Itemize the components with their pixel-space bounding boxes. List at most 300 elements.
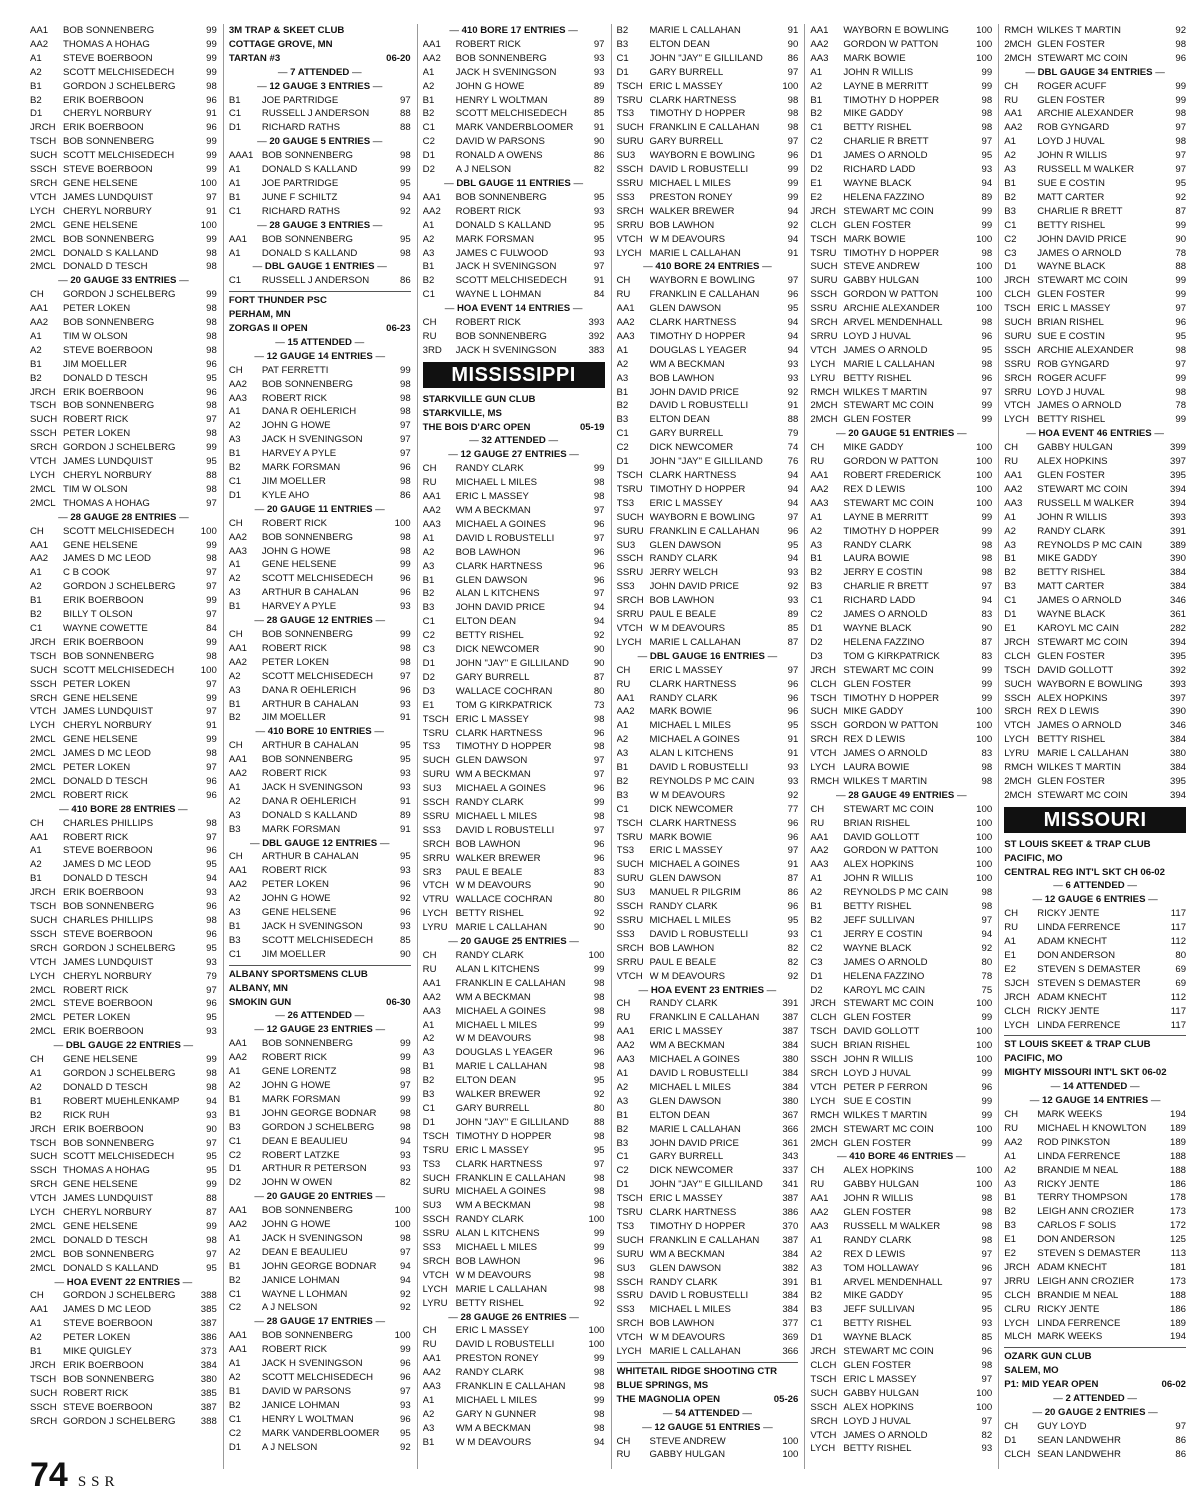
- score: 98: [593, 741, 605, 753]
- publication-name: SSR: [77, 1474, 120, 1490]
- shooter-name: JACK H SVENINGSON: [261, 1358, 363, 1370]
- result-row: [617, 455, 799, 469]
- shooter-name: STEVE BOERBOON: [63, 164, 153, 176]
- club-line: PACIFIC, MO: [1004, 1053, 1063, 1065]
- result-row: [1004, 80, 1186, 94]
- class-code: JRCH: [810, 205, 836, 217]
- class-code: LYCH: [1004, 414, 1030, 426]
- shooter-name: JOHN G HOWE: [455, 80, 525, 92]
- shooter-name: STEVEN S DEMASTER: [1037, 963, 1141, 975]
- event-heading: — 12 GAUGE 3 ENTRIES —: [229, 80, 411, 94]
- result-row: [30, 386, 217, 400]
- score: 172: [1170, 1220, 1187, 1232]
- shooter-name: LEIGH ANN CROZIER: [1037, 1206, 1135, 1218]
- result-row: [229, 1037, 411, 1051]
- score: 384: [782, 1248, 799, 1260]
- score: 99: [206, 442, 217, 454]
- shooter-name: RANDY CLARK: [649, 1276, 718, 1288]
- shooter-name: WAYNE BLACK: [1037, 261, 1106, 273]
- score: 99: [206, 66, 217, 78]
- result-row: [810, 455, 992, 469]
- class-code: SRRU: [616, 609, 644, 621]
- class-code: SSRU: [616, 1290, 644, 1302]
- score: 99: [399, 1052, 411, 1064]
- shooter-name: BOB SONNENBERG: [261, 1330, 353, 1342]
- class-code: B2: [30, 94, 42, 106]
- class-code: B1: [228, 698, 241, 710]
- score: 194: [1170, 1331, 1187, 1343]
- score: 96: [981, 1262, 993, 1274]
- shooter-name: STEWART MC COIN: [1037, 636, 1128, 648]
- class-code: B2: [810, 567, 823, 579]
- shooter-name: BRIAN RISHEL: [1037, 317, 1104, 329]
- shoot-date: 06-30: [386, 996, 411, 1008]
- result-row: [617, 511, 799, 525]
- shooter-name: LINDA FERRENCE: [1037, 1019, 1121, 1031]
- result-row: [229, 1107, 411, 1121]
- class-code: A1: [1004, 1150, 1016, 1162]
- result-row: [423, 1116, 605, 1130]
- result-row: [810, 1303, 992, 1317]
- shooter-name: ERIK BOERBOON: [63, 636, 144, 648]
- class-code: AAA1: [228, 150, 254, 162]
- class-code: 2MCL: [30, 1220, 56, 1232]
- score: 98: [1175, 136, 1187, 148]
- score: 99: [206, 1179, 217, 1191]
- shooter-name: REX D LEWIS: [843, 483, 906, 495]
- score: 99: [1175, 414, 1187, 426]
- shooter-name: BOB SONNENBERG: [63, 136, 155, 148]
- class-code: C1: [228, 948, 242, 960]
- shooter-name: BOB SONNENBERG: [261, 378, 353, 390]
- result-row: [229, 767, 411, 781]
- class-code: AA2: [810, 1207, 829, 1219]
- class-code: A1: [616, 1067, 629, 1079]
- class-code: AA3: [228, 392, 247, 404]
- result-row: [810, 233, 992, 247]
- shooter-name: BETTY RISHEL: [1037, 219, 1106, 231]
- score: 393: [1170, 678, 1187, 690]
- class-code: C2: [228, 1302, 242, 1314]
- score: 96: [1175, 52, 1187, 64]
- score: 91: [787, 247, 799, 259]
- score: 96: [206, 775, 217, 787]
- score: 100: [588, 950, 605, 961]
- class-code: B1: [228, 448, 241, 460]
- club-line: WHITETAIL RIDGE SHOOTING CTR: [617, 1362, 799, 1379]
- score: 100: [976, 25, 993, 36]
- result-row: [810, 719, 992, 733]
- shooter-name: JAMES D MC LEOD: [63, 553, 151, 565]
- class-code: VTCH: [810, 748, 837, 760]
- class-code: AA2: [422, 505, 441, 516]
- result-row: [229, 1204, 411, 1218]
- class-code: LYCH: [810, 1095, 836, 1107]
- score: 95: [593, 219, 605, 231]
- shooter-name: LAYNE B MERRITT: [843, 511, 929, 523]
- score: 99: [206, 539, 217, 551]
- shooter-name: JERRY E COSTIN: [843, 567, 923, 579]
- class-code: B1: [228, 94, 241, 106]
- class-code: JRCH: [30, 386, 56, 398]
- class-code: AA3: [422, 1005, 441, 1017]
- result-row: [617, 1025, 799, 1039]
- result-row: [30, 413, 217, 427]
- score: 94: [399, 191, 411, 203]
- score: 117: [1170, 908, 1187, 920]
- score: 97: [399, 670, 411, 682]
- class-code: SSRU: [616, 177, 644, 189]
- result-row: [229, 177, 411, 191]
- score: 80: [981, 956, 993, 968]
- shooter-name: JOHN G HOWE: [261, 1079, 331, 1091]
- class-code: A1: [228, 1358, 241, 1370]
- score: 91: [206, 720, 217, 732]
- shooter-name: GORDON W PATTON: [843, 38, 939, 50]
- class-code: B3: [228, 934, 241, 946]
- class-code: AA1: [228, 865, 247, 877]
- result-row: [1004, 441, 1186, 455]
- shooter-name: LOYD J HUVAL: [843, 1067, 911, 1079]
- shooter-name: SCOTT MELCHISEDECH: [455, 108, 567, 120]
- result-row: [1004, 636, 1186, 650]
- score: 98: [206, 344, 217, 356]
- shooter-name: LAURA BOWIE: [843, 553, 910, 565]
- shooter-name: W M DEAVOURS: [649, 622, 726, 634]
- class-code: CLCH: [1004, 1289, 1031, 1301]
- class-code: SUCH: [616, 1234, 644, 1246]
- result-row: [617, 24, 799, 38]
- score: 80: [1175, 950, 1187, 961]
- score: 98: [593, 1033, 605, 1045]
- shooter-name: MARK BOWIE: [649, 831, 712, 843]
- class-code: AA2: [228, 656, 247, 668]
- result-row: [229, 920, 411, 934]
- score: 99: [981, 1137, 993, 1149]
- class-code: SU3: [616, 1262, 636, 1274]
- event-heading: — 20 GAUGE 25 ENTRIES —: [423, 935, 605, 949]
- result-row: [229, 163, 411, 177]
- shooter-name: RANDY CLARK: [649, 901, 718, 913]
- score: 87: [981, 636, 993, 648]
- result-row: [810, 163, 992, 177]
- score: 99: [399, 1344, 411, 1356]
- event-heading: — 20 GAUGE 11 ENTRIES —: [229, 503, 411, 517]
- class-code: D2: [810, 984, 823, 996]
- class-code: A3: [228, 684, 241, 696]
- shooter-name: CHERYL NORBURY: [63, 1207, 152, 1219]
- class-code: 2MCL: [30, 1248, 56, 1260]
- shooter-name: TIMOTHY D HOPPER: [455, 741, 552, 753]
- result-row: [617, 107, 799, 121]
- result-row: [617, 274, 799, 288]
- shooter-name: ERIC L MASSEY: [455, 1144, 529, 1156]
- score: 80: [593, 894, 605, 906]
- shooter-name: MICHAEL A GOINES: [649, 734, 740, 746]
- result-row: [617, 1192, 799, 1206]
- shooter-name: WAYNE COWETTE: [63, 622, 148, 634]
- result-row: [423, 782, 605, 796]
- event-heading: — DBL GAUGE 34 ENTRIES —: [1004, 66, 1186, 80]
- class-code: C2: [810, 942, 823, 954]
- shooter-name: ERIK BOERBOON: [63, 595, 144, 607]
- class-code: E1: [1004, 1234, 1016, 1246]
- shooter-name: GLEN FOSTER: [843, 1012, 912, 1024]
- class-code: AA2: [1004, 122, 1023, 134]
- score: 86: [787, 887, 799, 899]
- shooter-name: DAVID GOLLOTT: [1037, 664, 1114, 676]
- score: 98: [981, 122, 993, 134]
- class-code: JRCH: [1004, 275, 1030, 287]
- result-row: [810, 1025, 992, 1039]
- result-row: [30, 956, 217, 970]
- shooter-name: MARK BOWIE: [843, 52, 906, 64]
- class-code: AA2: [228, 768, 247, 780]
- score: 370: [782, 1220, 799, 1232]
- score: 97: [399, 1385, 411, 1397]
- class-code: TSRU: [616, 1207, 643, 1219]
- score: 89: [593, 94, 605, 106]
- result-row: [617, 872, 799, 886]
- result-row: [810, 358, 992, 372]
- shooter-name: BETTY RISHEL: [1037, 734, 1106, 746]
- shooter-name: TIMOTHY D HOPPER: [649, 1220, 746, 1232]
- result-row: [617, 566, 799, 580]
- result-row: [810, 1234, 992, 1248]
- shooter-name: TIMOTHY D HOPPER: [843, 94, 940, 106]
- shooter-name: BETTY RISHEL: [455, 1297, 524, 1309]
- result-row: [423, 893, 605, 907]
- class-code: C3: [1004, 247, 1017, 259]
- event-heading: — 28 GAUGE 17 ENTRIES —: [229, 1315, 411, 1329]
- class-code: SRCH: [30, 442, 58, 454]
- score: 384: [1170, 734, 1187, 746]
- score: 94: [593, 1436, 605, 1448]
- result-row: [617, 38, 799, 52]
- score: 82: [787, 942, 799, 954]
- result-row: [423, 462, 605, 476]
- class-code: AA1: [1004, 108, 1023, 120]
- shooter-name: RANDY CLARK: [843, 1234, 912, 1246]
- shooter-name: JACK H SVENINGSON: [455, 344, 557, 356]
- score: 189: [1170, 1317, 1187, 1329]
- result-row: [617, 302, 799, 316]
- shooter-name: JOHN G HOWE: [261, 420, 331, 432]
- shooter-name: PETER LOKEN: [63, 678, 131, 690]
- event-heading: — DBL GAUGE 22 ENTRIES —: [30, 1039, 217, 1053]
- class-code: SUCH: [810, 1040, 838, 1052]
- score: 95: [787, 303, 799, 315]
- shooter-name: JANICE LOHMAN: [261, 1399, 340, 1411]
- result-row: [30, 1373, 217, 1387]
- class-code: SURU: [810, 275, 838, 287]
- result-row: [617, 1435, 799, 1449]
- shooter-name: WM A BECKMAN: [649, 358, 725, 370]
- result-row: [423, 1005, 605, 1019]
- shooter-name: WM A BECKMAN: [649, 1248, 725, 1260]
- shooter-name: DAVID W PARSONS: [261, 1385, 352, 1397]
- shooter-name: JOHN DAVID PRICE: [649, 581, 739, 593]
- result-row: [30, 38, 217, 52]
- result-row: [617, 844, 799, 858]
- class-code: LYCH: [810, 358, 836, 370]
- result-row: [1004, 747, 1186, 761]
- result-row: [423, 233, 605, 247]
- result-row: [423, 1241, 605, 1255]
- shooter-name: ROBERT RICK: [455, 205, 521, 217]
- result-row: [617, 539, 799, 553]
- result-row: [617, 942, 799, 956]
- shooter-name: JOHN G HOWE: [261, 545, 331, 557]
- score: 92: [981, 942, 993, 954]
- result-row: [810, 372, 992, 386]
- result-row: [810, 344, 992, 358]
- class-code: SS3: [616, 1304, 635, 1316]
- class-code: B1: [228, 1385, 241, 1397]
- class-code: SRCH: [30, 177, 58, 189]
- shooter-name: DONALD D TESCH: [63, 873, 148, 885]
- shooter-name: MARK BOWIE: [843, 233, 906, 245]
- class-code: B1: [1004, 1192, 1016, 1204]
- shooter-name: CHERYL NORBURY: [63, 108, 152, 120]
- class-code: B1: [228, 1107, 241, 1119]
- score: 97: [399, 420, 411, 432]
- class-code: A2: [30, 581, 42, 593]
- shooter-name: ALEX HOPKINS: [1037, 456, 1108, 468]
- result-row: [1004, 399, 1186, 413]
- class-code: A2: [228, 1246, 241, 1258]
- result-row: [617, 135, 799, 149]
- shooter-name: JOHN R WILLIS: [1037, 511, 1108, 523]
- shooter-name: WAYNE L LOHMAN: [455, 289, 542, 301]
- result-row: [229, 247, 411, 261]
- shooter-name: ROGER ACUFF: [1037, 372, 1107, 384]
- class-code: SU3: [616, 539, 636, 551]
- score: 98: [206, 428, 217, 440]
- shooter-name: MIKE GADDY: [843, 706, 904, 718]
- shooter-name: GENE HELSENE: [261, 559, 337, 571]
- shooter-name: BETTY RISHEL: [843, 122, 912, 134]
- result-row: [229, 1413, 411, 1427]
- score: 112: [1170, 936, 1187, 948]
- result-row: [1004, 963, 1186, 977]
- score: 97: [206, 678, 217, 690]
- class-code: A2: [422, 546, 435, 558]
- class-code: A3: [1004, 539, 1016, 551]
- result-row: [30, 1011, 217, 1025]
- score: 98: [593, 1408, 605, 1420]
- score: 98: [981, 762, 993, 774]
- result-row: [1004, 455, 1186, 469]
- shooter-name: WALLACE COCHRAN: [455, 894, 553, 906]
- score: 85: [399, 934, 411, 946]
- score: 87: [787, 636, 799, 648]
- score: 98: [981, 775, 993, 787]
- score: 98: [1175, 108, 1187, 120]
- score: 97: [1175, 164, 1187, 176]
- score: 98: [206, 330, 217, 342]
- score: 88: [399, 108, 411, 120]
- score: 98: [593, 1381, 605, 1393]
- result-row: [810, 733, 992, 747]
- shooter-name: BOB SONNENBERG: [63, 1137, 155, 1149]
- score: 96: [981, 330, 993, 342]
- result-row: [810, 52, 992, 66]
- class-code: SRCH: [616, 1318, 644, 1330]
- shooter-name: SCOTT MELCHISEDECH: [261, 573, 374, 585]
- event-heading: — 410 BORE 17 ENTRIES —: [423, 24, 605, 38]
- score: 94: [206, 1095, 217, 1107]
- class-code: SUCH: [30, 915, 58, 926]
- class-code: B3: [228, 1121, 241, 1133]
- score: 98: [981, 317, 993, 329]
- score: 395: [1170, 650, 1187, 662]
- shooter-name: BOB SONNENBERG: [63, 1373, 155, 1385]
- score: 99: [981, 1067, 993, 1079]
- shooter-name: DONALD D TESCH: [63, 1234, 148, 1246]
- class-code: C1: [228, 1135, 242, 1147]
- class-code: C2: [422, 630, 435, 642]
- class-code: A2: [228, 420, 241, 432]
- class-code: E1: [1004, 622, 1016, 634]
- class-code: LYRU: [422, 1297, 448, 1309]
- score: 99: [206, 25, 217, 36]
- class-code: AA3: [616, 330, 635, 342]
- shooter-name: BOB LAWHON: [649, 372, 715, 384]
- score: 391: [1170, 525, 1187, 537]
- score: 112: [1170, 991, 1187, 1003]
- class-code: D3: [422, 685, 435, 697]
- result-row: [1004, 921, 1186, 935]
- result-row: [810, 650, 992, 664]
- class-code: B2: [228, 1274, 241, 1286]
- class-code: SSCH: [1004, 344, 1031, 356]
- class-code: D1: [616, 456, 629, 468]
- class-code: A1: [422, 219, 435, 231]
- shooter-name: WAYBORN E BOWLING: [1037, 678, 1143, 690]
- class-code: D1: [422, 1116, 435, 1128]
- result-row: [810, 441, 992, 455]
- score: 99: [206, 136, 217, 148]
- shooter-name: GLEN FOSTER: [1037, 38, 1105, 50]
- shooter-name: MARK FORSMAN: [455, 233, 535, 245]
- result-row: [617, 149, 799, 163]
- score: 80: [593, 1102, 605, 1114]
- score: 95: [593, 233, 605, 245]
- result-row: [30, 469, 217, 483]
- shooter-name: ARTHUR B CAHALAN: [261, 587, 359, 599]
- shooter-name: TOM HOLLAWAY: [843, 1262, 920, 1274]
- score: 93: [399, 1399, 411, 1411]
- class-code: TSCH: [30, 136, 57, 148]
- class-code: VTCH: [30, 706, 57, 718]
- score: 90: [593, 922, 605, 934]
- club-line: MIGHTY MISSOURI INT'L SKT 06-02: [1004, 1067, 1167, 1079]
- shooter-name: GARY BURRELL: [649, 428, 724, 440]
- score: 98: [399, 1066, 411, 1078]
- shooter-name: STEWART MC COIN: [843, 1346, 934, 1358]
- result-row: [617, 399, 799, 413]
- result-row: [229, 906, 411, 920]
- score: 98: [206, 247, 217, 259]
- shooter-name: LAURA BOWIE: [843, 762, 910, 774]
- result-row: [423, 838, 605, 852]
- result-row: [617, 66, 799, 80]
- score: 83: [593, 866, 605, 878]
- class-code: B1: [422, 1436, 435, 1448]
- class-code: CH: [30, 817, 44, 829]
- class-code: SS3: [422, 1242, 441, 1254]
